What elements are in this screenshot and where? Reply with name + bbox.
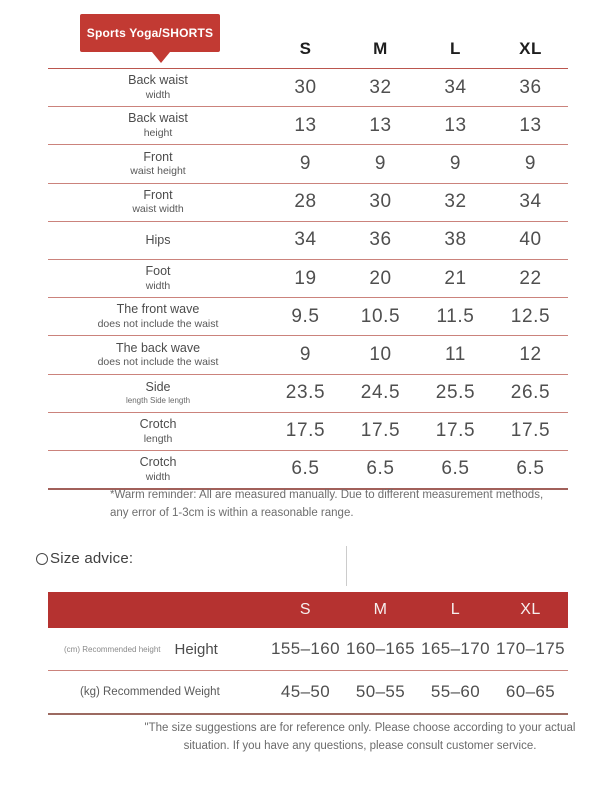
row-label-line2: does not include the waist	[97, 356, 219, 369]
value-cell: 38	[444, 229, 467, 251]
advice-column-header-l: L	[450, 601, 461, 618]
vertical-divider	[346, 546, 347, 586]
size-table-body	[48, 69, 568, 490]
value-cell: 6.5	[366, 458, 395, 480]
value-cell: 9	[524, 152, 537, 174]
value-cell: 17.5	[510, 420, 551, 442]
row-label	[48, 380, 268, 406]
value-cell: 13	[294, 114, 317, 136]
advice-value-cell: 45–50	[280, 682, 331, 701]
advice-row-label	[48, 641, 268, 658]
value-cell: 13	[519, 114, 542, 136]
size-advice-heading	[36, 550, 133, 567]
table-row	[48, 222, 568, 260]
value-cell: 22	[519, 267, 542, 289]
advice-column-header-m: M	[373, 601, 388, 618]
value-cell: 12	[519, 343, 542, 365]
advice-column-header-s: S	[299, 601, 312, 618]
size-advice-header	[48, 592, 568, 628]
value-cell: 10	[369, 343, 392, 365]
size-advice-table	[48, 592, 568, 715]
value-cell: 21	[444, 267, 467, 289]
size-table	[48, 30, 568, 490]
row-label-line1: Crotch	[139, 455, 177, 470]
value-cell: 17.5	[435, 420, 476, 442]
column-header-l: L	[450, 39, 461, 58]
value-cell: 30	[294, 76, 317, 98]
value-cell: 28	[294, 191, 317, 213]
advice-row-prefix: (cm) Recommended height	[64, 644, 161, 654]
value-cell: 23.5	[285, 382, 326, 404]
value-cell: 6.5	[441, 458, 470, 480]
value-cell: 26.5	[510, 382, 551, 404]
column-header-xl: XL	[519, 39, 542, 58]
advice-value-cell: 60–65	[505, 682, 556, 701]
advice-row-prefix: (kg) Recommended Weight	[80, 686, 220, 698]
row-label-line1: Crotch	[139, 416, 177, 431]
row-label-line1: Front	[143, 149, 173, 164]
row-label-line2: length	[143, 432, 173, 445]
row-label-line1: The back wave	[115, 340, 201, 355]
badge-label: Sports Yoga/SHORTS	[86, 26, 214, 40]
value-cell: 40	[519, 229, 542, 251]
value-cell: 9	[299, 152, 312, 174]
advice-value-cell: 55–60	[430, 682, 481, 701]
table-row	[48, 145, 568, 183]
row-label-line1: Back waist	[128, 73, 188, 88]
row-label-line1: The front wave	[116, 302, 200, 317]
table-row	[48, 375, 568, 413]
row-label-line2: waist height	[130, 165, 186, 178]
row-label	[48, 111, 268, 140]
row-label-line2: waist width	[132, 203, 184, 216]
advice-row-label	[48, 686, 268, 698]
value-cell: 6.5	[516, 458, 545, 480]
row-label-line2: width	[145, 88, 171, 101]
row-label	[48, 264, 268, 293]
value-cell: 32	[444, 191, 467, 213]
size-disclaimer: "The size suggestions are for reference only. Please choose according to your actual situation. If you have any questions, please consult customer service.	[144, 722, 576, 752]
size-table-header	[48, 30, 568, 69]
advice-value-cell: 170–175	[496, 639, 565, 658]
column-header-s: S	[299, 39, 312, 58]
table-row	[48, 298, 568, 336]
value-cell: 9	[449, 152, 462, 174]
row-label-line1: Back waist	[128, 111, 188, 126]
row-label	[48, 233, 268, 249]
value-cell: 9	[299, 343, 312, 365]
advice-value-cell: 160–165	[346, 639, 415, 658]
value-cell: 34	[444, 76, 467, 98]
value-cell: 10.5	[360, 305, 401, 327]
size-advice-body	[48, 628, 568, 715]
value-cell: 9	[374, 152, 387, 174]
warm-reminder: *Warm reminder: All are measured manually. Due to different measurement methods, any error of 1-3cm is within a reasonable range.	[110, 489, 544, 519]
value-cell: 25.5	[435, 382, 476, 404]
row-label-line2: width	[145, 470, 171, 483]
value-cell: 24.5	[360, 382, 401, 404]
value-cell: 13	[369, 114, 392, 136]
row-label	[48, 302, 268, 331]
table-row	[48, 107, 568, 145]
row-label	[48, 188, 268, 217]
row-label-line2: does not include the waist	[97, 317, 219, 330]
row-label-line1: Hips	[145, 232, 171, 247]
value-cell: 20	[369, 267, 392, 289]
advice-value-cell: 165–170	[421, 639, 490, 658]
table-row	[48, 336, 568, 374]
advice-column-header-xl: XL	[520, 601, 541, 618]
value-cell: 36	[369, 229, 392, 251]
value-cell: 32	[369, 76, 392, 98]
row-label-line1: Front	[143, 187, 173, 202]
table-row	[48, 69, 568, 107]
row-label-line1: Foot	[145, 264, 171, 279]
table-row	[48, 184, 568, 222]
advice-row-title: Height	[174, 640, 218, 658]
row-label	[48, 455, 268, 484]
value-cell: 13	[444, 114, 467, 136]
value-cell: 12.5	[510, 305, 551, 327]
row-label	[48, 417, 268, 446]
value-cell: 34	[519, 191, 542, 213]
row-label-line2: height	[143, 127, 173, 140]
size-advice-label: Size advice:	[50, 550, 134, 567]
value-cell: 17.5	[360, 420, 401, 442]
table-row	[48, 451, 568, 490]
row-label-line2: width	[145, 279, 171, 292]
value-cell: 34	[294, 229, 317, 251]
row-label-line2: length Side length	[125, 395, 191, 405]
row-label	[48, 150, 268, 179]
advice-table-row	[48, 671, 568, 715]
table-row	[48, 413, 568, 451]
row-label	[48, 341, 268, 370]
row-label-line1: Side	[145, 380, 171, 395]
value-cell: 36	[519, 76, 542, 98]
value-cell: 17.5	[285, 420, 326, 442]
value-cell: 30	[369, 191, 392, 213]
advice-value-cell: 155–160	[271, 639, 340, 658]
circle-icon	[36, 553, 48, 565]
column-header-m: M	[373, 39, 388, 58]
advice-value-cell: 50–55	[355, 682, 406, 701]
value-cell: 11.5	[436, 305, 475, 327]
value-cell: 9.5	[291, 305, 320, 327]
value-cell: 19	[294, 267, 317, 289]
row-label	[48, 73, 268, 102]
value-cell: 6.5	[291, 458, 320, 480]
table-row	[48, 260, 568, 298]
advice-table-row	[48, 628, 568, 671]
value-cell: 11	[445, 343, 466, 365]
